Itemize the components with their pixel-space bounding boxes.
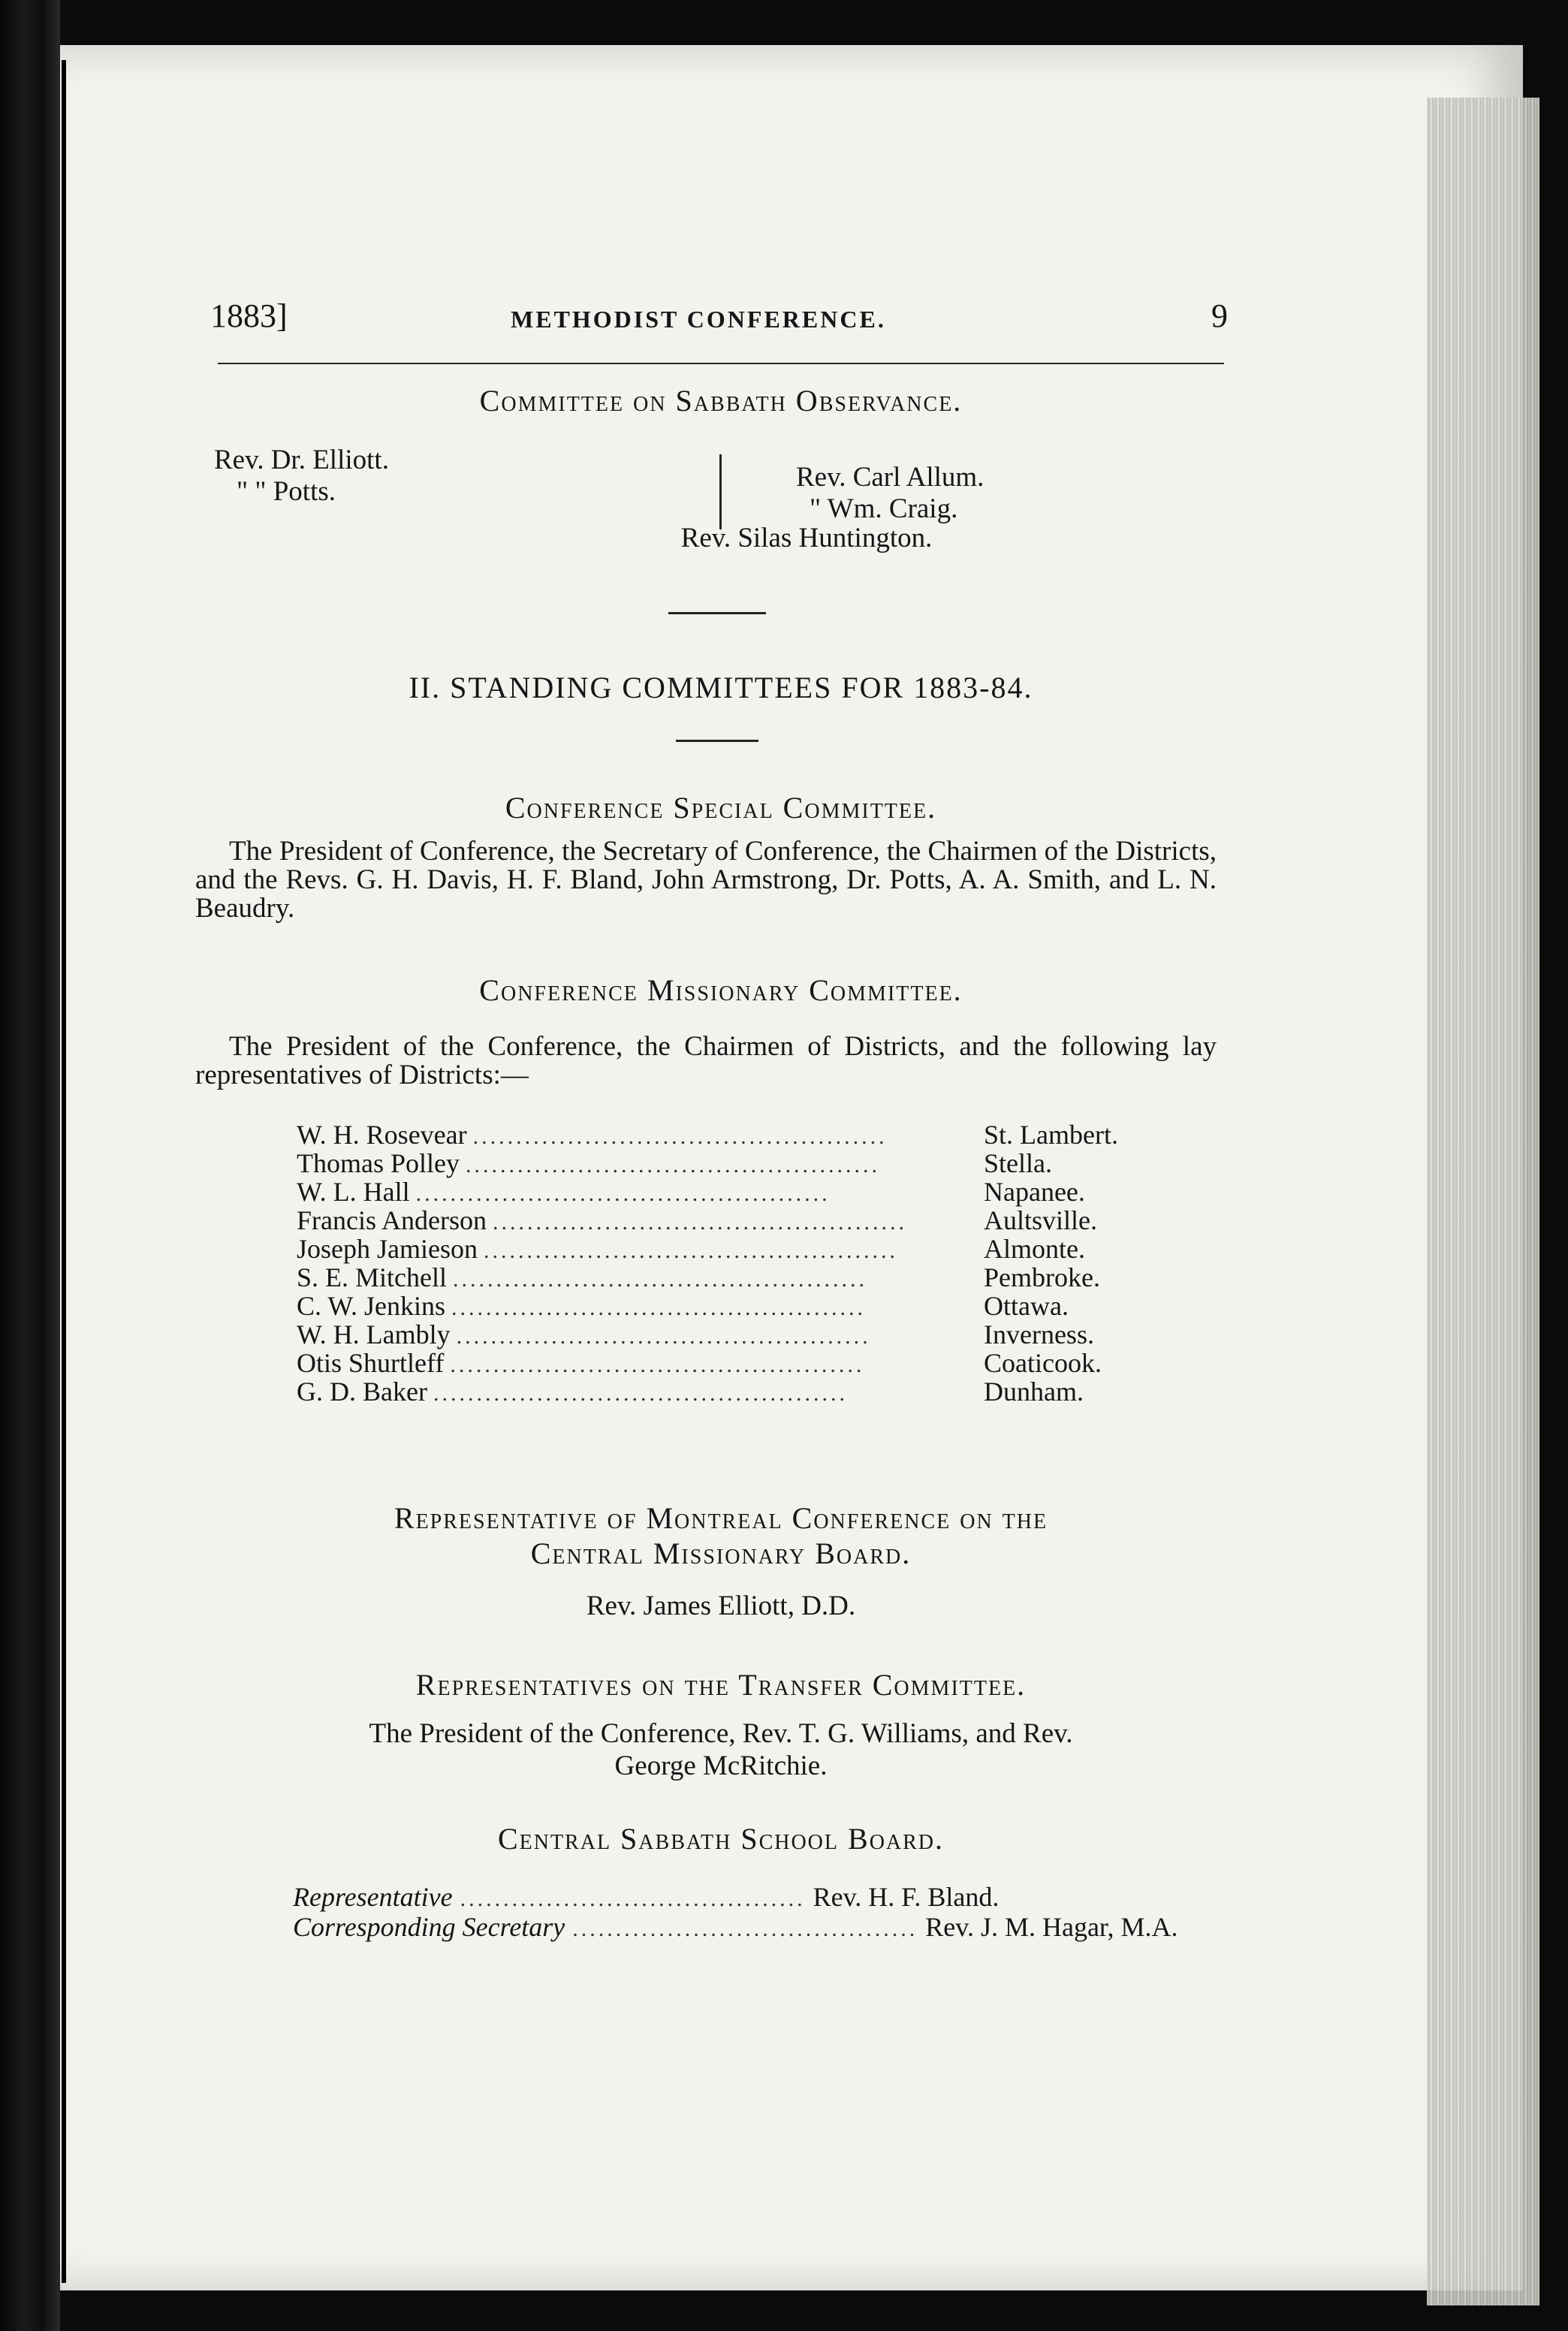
missionary-committee-heading: Conference Missionary Committee. [479, 973, 963, 1007]
member-name: Rev. Dr. Elliott. [214, 445, 389, 475]
page-fore-edge [1427, 98, 1539, 2305]
representative-name: Joseph Jamieson [297, 1234, 478, 1264]
representative-name: Francis Anderson [297, 1205, 487, 1235]
central-board-heading-line2: Central Missionary Board. [530, 1536, 912, 1570]
central-board-representative: Rev. James Elliott, D.D. [586, 1591, 856, 1621]
list-item [297, 1319, 1160, 1347]
dot-leader: ........................................ [460, 1886, 806, 1911]
list-item [297, 1290, 1160, 1319]
board-role: Representative [293, 1882, 453, 1912]
spine-edge [62, 60, 66, 2283]
dot-leader: ................................................ [453, 1267, 867, 1292]
district-place: Coaticook. [984, 1348, 1102, 1378]
list-item [297, 1176, 1160, 1205]
lay-representatives-list [297, 1119, 1160, 1407]
dot-leader: ................................................ [483, 1238, 898, 1263]
dot-leader: ................................................ [492, 1210, 907, 1235]
list-item [297, 1376, 1160, 1407]
representative-name: G. D. Baker [297, 1377, 427, 1407]
standing-committees-heading: II. STANDING COMMITTEES FOR 1883-84. [409, 671, 1033, 704]
representative-name: W. H. Rosevear [297, 1120, 467, 1150]
transfer-committee-line2: George McRitchie. [614, 1751, 828, 1781]
section-rule [676, 740, 758, 742]
representative-name: W. L. Hall [297, 1177, 410, 1207]
special-committee-text: The President of Conference, the Secretary of Conference, the Chairmen of the Districts, and the Revs. G. H. Davis, H. F. Bland, John Armstrong, Dr. Potts, A. A. Smith, and L. N. Beaudry. [195, 836, 1217, 924]
board-person: Rev. J. M. Hagar, M.A. [925, 1912, 1178, 1942]
dot-leader: ........................................ [572, 1916, 918, 1941]
member-name: Rev. Carl Allum. [796, 462, 985, 493]
district-place: St. Lambert. [984, 1120, 1118, 1150]
sabbath-school-board-list [293, 1881, 1178, 1942]
representative-name: Otis Shurtleff [297, 1348, 445, 1378]
header-year: 1883] [210, 297, 288, 334]
sabbath-school-board-heading: Central Sabbath School Board. [497, 1822, 945, 1856]
list-item [297, 1233, 1160, 1262]
list-item [293, 1881, 1156, 1911]
transfer-committee-line1: The President of the Conference, Rev. T. G. Williams, and Rev. [369, 1718, 1073, 1749]
dot-leader: ................................................ [456, 1324, 871, 1349]
list-item [293, 1911, 1178, 1942]
sabbath-observance-heading: Committee on Sabbath Observance. [479, 384, 963, 418]
central-board-heading-line1: Representative of Montreal Conference on the [394, 1501, 1048, 1535]
district-place: Inverness. [984, 1319, 1094, 1349]
representative-name: C. W. Jenkins [297, 1291, 446, 1321]
list-item [297, 1147, 1160, 1176]
district-place: Dunham. [984, 1377, 1084, 1407]
running-header [210, 297, 1228, 349]
dot-leader: ................................................ [433, 1381, 848, 1406]
dot-leader: ................................................ [450, 1352, 865, 1377]
dot-leader: ................................................ [415, 1181, 831, 1206]
member-name: " Wm. Craig. [810, 493, 958, 524]
district-place: Napanee. [984, 1177, 1085, 1207]
transfer-committee-heading: Representatives on the Transfer Committee. [415, 1668, 1027, 1702]
member-name: Rev. Silas Huntington. [680, 523, 933, 553]
representative-name: Thomas Polley [297, 1148, 460, 1178]
book-gutter [0, 0, 60, 2331]
sabbath-observance-left-column [214, 445, 389, 508]
member-name: " " Potts. [237, 476, 336, 507]
special-committee-heading: Conference Special Committee. [505, 791, 937, 825]
list-item [297, 1119, 1160, 1150]
dot-leader: ................................................ [465, 1153, 880, 1178]
board-person: Rev. H. F. Bland. [813, 1882, 1000, 1912]
page-number: 9 [1211, 297, 1228, 334]
sabbath-observance-right-column [796, 462, 984, 525]
list-item [297, 1205, 1160, 1233]
district-place: Ottawa. [984, 1291, 1069, 1321]
representative-name: W. H. Lambly [297, 1319, 451, 1349]
running-title: METHODIST CONFERENCE. [511, 306, 886, 333]
board-role: Corresponding Secretary [293, 1912, 565, 1942]
column-divider [719, 454, 722, 529]
list-item [297, 1262, 1160, 1290]
dot-leader: ................................................ [472, 1124, 888, 1149]
district-place: Pembroke. [984, 1262, 1100, 1292]
missionary-committee-text: The President of the Conference, the Chairmen of Districts, and the following lay representatives of Districts:— [195, 1031, 1217, 1090]
section-rule [668, 612, 766, 614]
dot-leader: ................................................ [451, 1295, 867, 1320]
header-rule [218, 363, 1224, 364]
list-item [297, 1347, 1160, 1376]
representative-name: S. E. Mitchell [297, 1262, 447, 1292]
district-place: Aultsville. [984, 1205, 1097, 1235]
district-place: Almonte. [984, 1234, 1085, 1264]
district-place: Stella. [984, 1148, 1052, 1178]
